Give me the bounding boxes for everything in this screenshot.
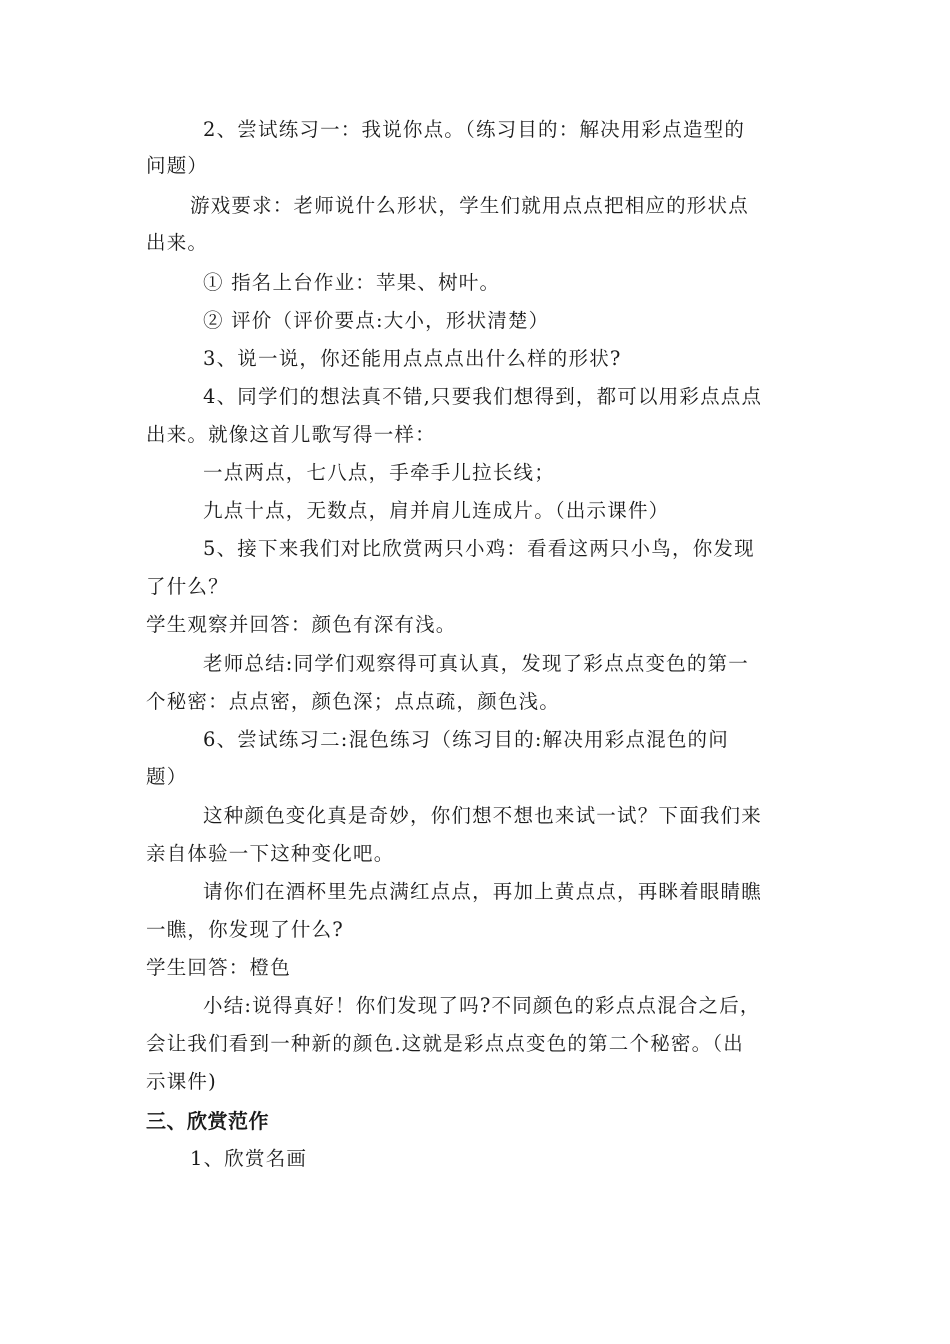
text-line: 出来。就像这首儿歌写得一样： [146,423,436,446]
text-line: 3、说一说，你还能用点点点出什么样的形状? [203,347,622,370]
text-line: 学生回答：橙色 [146,956,291,979]
text-line: 2、尝试练习一：我说你点。（练习目的：解决用彩点造型的 [203,118,746,141]
text-line: ② 评价（评价要点:大小，形状清楚） [203,309,550,332]
text-line: 6、尝试练习二:混色练习（练习目的:解决用彩点混色的问 [203,728,729,751]
text-line: 一瞧，你发现了什么? [146,918,344,941]
text-line: 出来。 [146,231,209,254]
text-line: 示课件) [146,1070,217,1093]
text-line: 老师总结:同学们观察得可真认真，发现了彩点点变色的第一 [203,652,749,675]
text-line: 学生观察并回答：颜色有深有浅。 [146,613,457,636]
text-line: 九点十点，无数点，肩并肩儿连成片。（出示课件） [203,499,670,522]
text-line: 小结:说得真好！你们发现了吗?不同颜色的彩点点混合之后， [203,994,761,1017]
text-line: 1、欣赏名画 [190,1147,308,1170]
text-line: 5、接下来我们对比欣赏两只小鸡：看看这两只小鸟，你发现 [203,537,755,560]
text-line: 这种颜色变化真是奇妙，你们想不想也来试一试？下面我们来 [203,804,762,827]
text-line: 请你们在酒杯里先点满红点点，再加上黄点点，再眯着眼睛瞧 [203,880,762,903]
text-line: 会让我们看到一种新的颜色.这就是彩点点变色的第二个秘密。（出 [146,1032,744,1055]
text-line: 亲自体验一下这种变化吧。 [146,842,395,865]
text-line: ① 指名上台作业：苹果、树叶。 [203,271,501,294]
section-heading: 三、欣赏范作 [146,1109,269,1133]
text-line: 一点两点，七八点，手牵手儿拉长线； [203,461,555,484]
text-line: 游戏要求：老师说什么形状，学生们就用点点把相应的形状点 [190,194,749,217]
text-line: 个秘密：点点密，颜色深；点点疏，颜色浅。 [146,690,561,713]
text-line: 了什么？ [146,575,229,598]
text-line: 问题） [146,154,209,177]
text-line: 题） [146,765,188,788]
text-line: 4、同学们的想法真不错,只要我们想得到，都可以用彩点点点 [203,385,763,408]
